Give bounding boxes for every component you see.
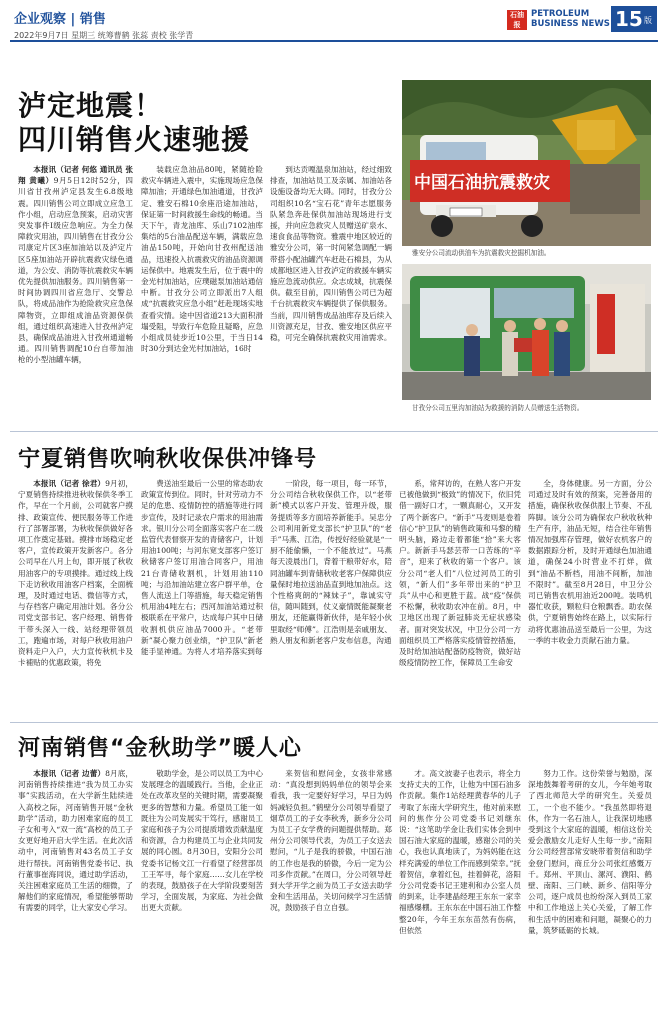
article1-title-line2: 四川销售火速驰援 — [18, 123, 251, 156]
article2-column-5 — [528, 478, 652, 714]
article2-byline: 本报讯（记者 徐君） — [33, 479, 106, 488]
article2-col4-text: 系，常拜访的，在熟人客户开发已被他做到“极致”的情况下，依旧凭借一副好口才，一颗真耐心，又开发了两个新客户。“新手”马麦则是卷着信心“护卫队”的销售政策和马黎的精明头脑，路边走着都能“拾”来大客户。新新手马瑟芸带一口苦练的“辛音”，迎来了秋收的第一个客户。该分公司“老人们”八位过河员工的引领，“新人们”多年带出来的“护卫兵”从中心和更胜于蓝。战“疫”保供不松懈，秋收助农冲在前。8月，中卫地区出现了新冠肺炎无症状感染者。面对突发状况，中卫分公司一方面组织员工严格落实疫情管控措施，及时给加油站配备防疫物资，做好站级疫情防控工作，保障员工生命安 — [399, 479, 521, 668]
newspaper-logo-badge: 石油报 — [507, 10, 527, 30]
article1-col2-text: 装载应急油品80吨，紧随抢险救灾车辆进入震中，实施现场应急保障加油；开通绿色加油通道，甘孜泸定、雅安石棉10余座沿途加油站，保证第一时间救援生命线的畅通。当天下午，青龙油库、乐山7102油库集结的5台油品配送车辆，满载应急油品150吨，开始向甘孜州配送油品，迅速投入抗震救灾的油品资源调运保供中。地震发生后，位于震中的金光村加油站，应璞磁泵加油站通信中断。甘孜分公司立即派出7人组成“抗震救灾应急小组”赶赴现场实地查看灾情。途中因省道213大面积滑塌受阻，导致行车危险且疑略，应急小组成员徒步近10公里，于当日14时30分到达金光村加油站，16时 — [141, 165, 263, 354]
article1-title-line1: 泸定地震！ — [18, 89, 164, 122]
photo2-caption: 甘孜分公司五里沟加油站为救援的消防人员赠送生活物资。 — [412, 404, 584, 412]
header-divider — [10, 40, 658, 42]
article3-column-2 — [141, 768, 263, 1016]
page-number-badge — [611, 6, 657, 32]
logo-line-2: BUSINESS NEWS — [531, 19, 610, 29]
article3-col5-text: 努力工作。这份荣誉与勉励，深深地鼓舞着考研的女儿，今年她考取了西北师范大学的研究生。关爱员工，一个也不能少。“我虽然即将退休，作为一名石油人，让我深切地感受到这个大家庭的温暖，相信这份关爱会激励女儿走好人生每一步。”南阳分公司经营部常安晓带着贺信和助学金登门慰问，商丘分公司张红感慨万千。郑州、平顶山、漯河、濮阳、鹤壁、南阳、三门峡、新乡、信阳等分公司，逐户成员也纷纷深入到员工家中和工作地送上关心关爱，了解工作和生活中的困难和问题，凝聚心的力量，筑梦砥砺的长城。 — [528, 769, 652, 935]
photo-donation-image — [402, 264, 651, 400]
article3-col2-text: 敬助学金，是公司以员工为中心发展理念的温暖践行。当他，企业正处在改革攻坚的关键时期，需要凝聚更多的智慧和力量。希望员工能一如既往为公司发展实干笃行，感谢员工家庭和孩子为公司提质增效贡献温度和资源，合力构建员工与企业共同发展的同心圆。8月30日，安阳分公司党委书记杨文江一行看望了经营部员工王军寻，每个家庭……女儿在学校的表现，鼓励孩子在大学阶段要刻苦学习，全面发展，为家庭、为社会做出更大贡献。 — [141, 769, 263, 913]
page-number: 15 — [615, 7, 643, 31]
article3-column-1 — [18, 768, 133, 1016]
photo1-caption: 雅安分公司流动供油车为抗震救灾挖掘机加油。 — [412, 249, 551, 257]
article2-col3-text: 一阶段，每一项目，每一环节，分公司结合秋收保供工作，以“老带新”模式以客户开发、管理升级，服务提质等多方面培养新能手。吴忠分公司利用新党支部长“护卫队”的“老手”马燕、江浩，传授好经验就是“一厨不能偷懒，一个不能放过”。马燕每天凌晨出门，背着干粮带好水，陪同油罐车到青储秋收老客户保障供应量保时地拉送油品直到地加油点。这个性格爽朗的“辣妹子”，靠诚实守信，随叫随到，仗义豪情既能凝聚老朋友，还能赢得新伙伴，是年轻小伙里取经“师傅”。江浩则是亲戚朋友、熟人朋友和新老客户发布信息，沟通 — [270, 479, 392, 645]
photo-fuel-truck-image — [402, 80, 651, 246]
logo-line-1: PETROLEUM — [531, 9, 590, 19]
photo-fuel-truck-refueling — [402, 80, 651, 246]
article1-col1-text: 9月5日12时52分，四川省甘孜州泸定县发生6.8级地震。四川销售公司立即成立应急工作小组，启动应急预案，启动灾害突发事件Ⅰ级应急响应。为全力保障救灾用油，四川销售在甘孜分公司康定片区3座加油站以及泸定片区5座加油站开辟抗震救灾绿色通道，为公安、消防等抗震救灾车辆优先提供加油服务。四川销售第一时间协调四川省应急厅、交警总队，将成品油作为抢险救灾应急保障物资，立即组成油品资源保供组，通过组织高速进入甘孜州泸定县，确保成品油进入甘孜州通道畅通。四川销售调配10台自带加油枪的小型油罐车辆， — [18, 176, 133, 365]
article2-col2-text: 费送油至最后一公里的常态助农政策宣传到位。同时，针对劳动力不足的危患、疫情防控的措施等进行同步宣传，及时记录农户需求的用油需求。银川分公司全面落实客户在二级监管代表督察开发的青储客户，计划用油100吨；与河东宽支部客户签订秋储客户签订用油合同客户，用油21台青储收割机，计划用油110吨；与沿加油站建立客户群平单，仓售人流送上门等措施，每天稳定销售机用油4吨左右；西河加油站通过积极联系在平常户，达成每户其中日储收割机供应油品7000升。“老带新”凝心聚力创业绩，“护卫队”新老能手显神通。为将人才培养落实到每 — [141, 479, 263, 657]
section-title: 企业观察 | 销售 — [14, 12, 106, 27]
article3-col4-text: 才。高文波妻子也表示，将全力支持丈夫的工作，让他为中国石油多作贡献。集作1站经理黄春华的儿子考取了东南大学研究生，他对前来慰问的焦作分公司党委书记刘继东说：“这笔助学金让我们实体会到中国石油大家庭的温暖，感谢公司的关心，我也认真地读了，为妈妈能在这样充满爱的单位工作而感到荣幸。”抚着贺信，拿着红包，挂着鲜花，洛阳分公司党委书记王建利和办公室人员的到来，让李建晶经理王东东一家幸福感爆棚。王东东在中国石油工作整整20年，今年王东东苗然有伤病，但依然 — [399, 769, 521, 935]
article3-col3-text: 来贺信和慰问金，女孩非常感动：“真没想到妈妈单位的领导会来看我，我一定要好好学习，早日为妈妈减轻负担。”鹤壁分公司领导看望了烟草员工的子女李秋秀，新乡分公司为员工子女学费的问题提供帮助。郑州分公司领导代表，为员工子女送去慰问，“儿子是我的骄傲，中国石油的工作也是我的骄傲，今后一定为公司多作贡献。”在周口，分公司领导赶到大学开学之前为员工子女送去助学金和生活用品，关切问候学习生活情况，鼓励孩子自立自强。 — [270, 769, 392, 913]
article2-col1-text: 9月初，宁夏销售持续推进秋收保供冬季工作，早在一个月前，公司就客户摸排、政策宣传、便民服务等工作进行了部署部署，为秋收保供做好各项工作奠定基础。摸排市场稳定老客户，宣传政策开发新客户。各分公司早在八月上旬，即开展了秋收用油客户的专项摸排。通过线上线下走访秋收用油客户档案，全面梳理，及时通过电话、微信等方式，与存档客户确定用油计划。各分公司党支部书记、客户经理、销售骨干带头深入一线、站经理带领员工，跑遍市场，对每户秋收用油户资料走户入户，大力宣传秋机卡及卡補贴的优惠政策，将免 — [18, 479, 133, 668]
article3-column-3 — [270, 768, 392, 1016]
newspaper-logo-text — [531, 9, 610, 29]
article2-column-1 — [18, 478, 133, 714]
article3-title: 河南销售“金秋助学”暖人心 — [18, 736, 302, 761]
section-divider-1 — [10, 431, 658, 432]
article1-column-2 — [141, 164, 263, 426]
truck-banner-text: 中国石油抗震救灾 — [414, 173, 550, 193]
article3-byline: 本报讯（记者 边蕾） — [33, 769, 106, 778]
photo-supplies-donation — [402, 264, 651, 400]
article1-column-1 — [18, 164, 133, 426]
article3-column-5 — [528, 768, 652, 1016]
section-divider-2 — [10, 722, 658, 723]
article1-column-3 — [270, 164, 392, 426]
article3-column-4 — [399, 768, 521, 1016]
page-header — [10, 6, 658, 54]
article1-byline: 本报讯（记者 何悠 通讯员 张翔 黄曦） — [18, 165, 133, 186]
article3-col1-text: 8月底，河南销售持续推进“我为员工办实事”实践活动，在大学新生陆续进入高校之际，河南销售开展“金秋助学”活动，助力困难家庭的员工子女和考入“双一流”高校的员工子女更好地开启大学生活。在此次活动中，河南销售对43名员工子女进行帮扶。河南销售党委书记、执行董事崔海同说，通过助学活动，关注困难家庭员工生活的细微，了解他们的家庭情况，希望能够帮助有需要的同学，让大家安心学习。 — [18, 769, 133, 913]
article1-col3-text: 到达贡嘎温泉加油站，经过细致排查，加油站员工及亲属、加油站各设施设备均无大碍。同时，甘孜分公司组织10名“宝石花”青年志愿服务队紧急奔赴保供加油站现场进行支援，并向应急救灾人员赠送矿泉水、速食食品等物资。雅震中地区较近的雅安分公司，第一时间紧急调配一辆带搭小配油罐汽车赶赴石棉县，为从成都地区进入甘孜泸定的救援车辆实施应急流动供应。众志成城，抗震保供。截至目前，四川销售公司已为超千台抗震救灾车辆提供了保供服务。当前，四川销售成品油库存及后续入川资源充足，甘孜、雅安地区供应平稳，可完全确保抗震救灾用油需求。 — [270, 165, 392, 343]
article2-column-3 — [270, 478, 392, 714]
article2-title: 宁夏销售吹响秋收保供冲锋号 — [18, 447, 318, 472]
article2-column-2 — [141, 478, 263, 714]
article2-column-4 — [399, 478, 521, 714]
article2-col5-text: 全，身体健康。另一方面，分公司通过及时有效的预案，完善备用的措施，确保秋收保供服上节奏、不乱阵脚。该分公司为确保农户秋收秋种生产有序，油品无短，结合往年销售情况加强库存管理，做好农机客户的数据跟踪分析，及时开通绿色加油通道，确保24小时营业不打烊，做到“油品不断档，用油不间断，加油不限时”。截至8月28日，中卫分公司已销售农机用油近200吨。装鸣机器忙收获，颗粒归仓粮飘香。助农保供，宁夏销售始终在路上，以实际行动将优惠油品送至最后一公里，为这一季的丰收金力贡献石油力量。 — [528, 479, 652, 645]
page-suffix: 版 — [644, 16, 652, 25]
issue-date-line: 2022年9月7日 星期三 统筹曹鹤 张蕊 责校 张学青 — [14, 31, 194, 40]
